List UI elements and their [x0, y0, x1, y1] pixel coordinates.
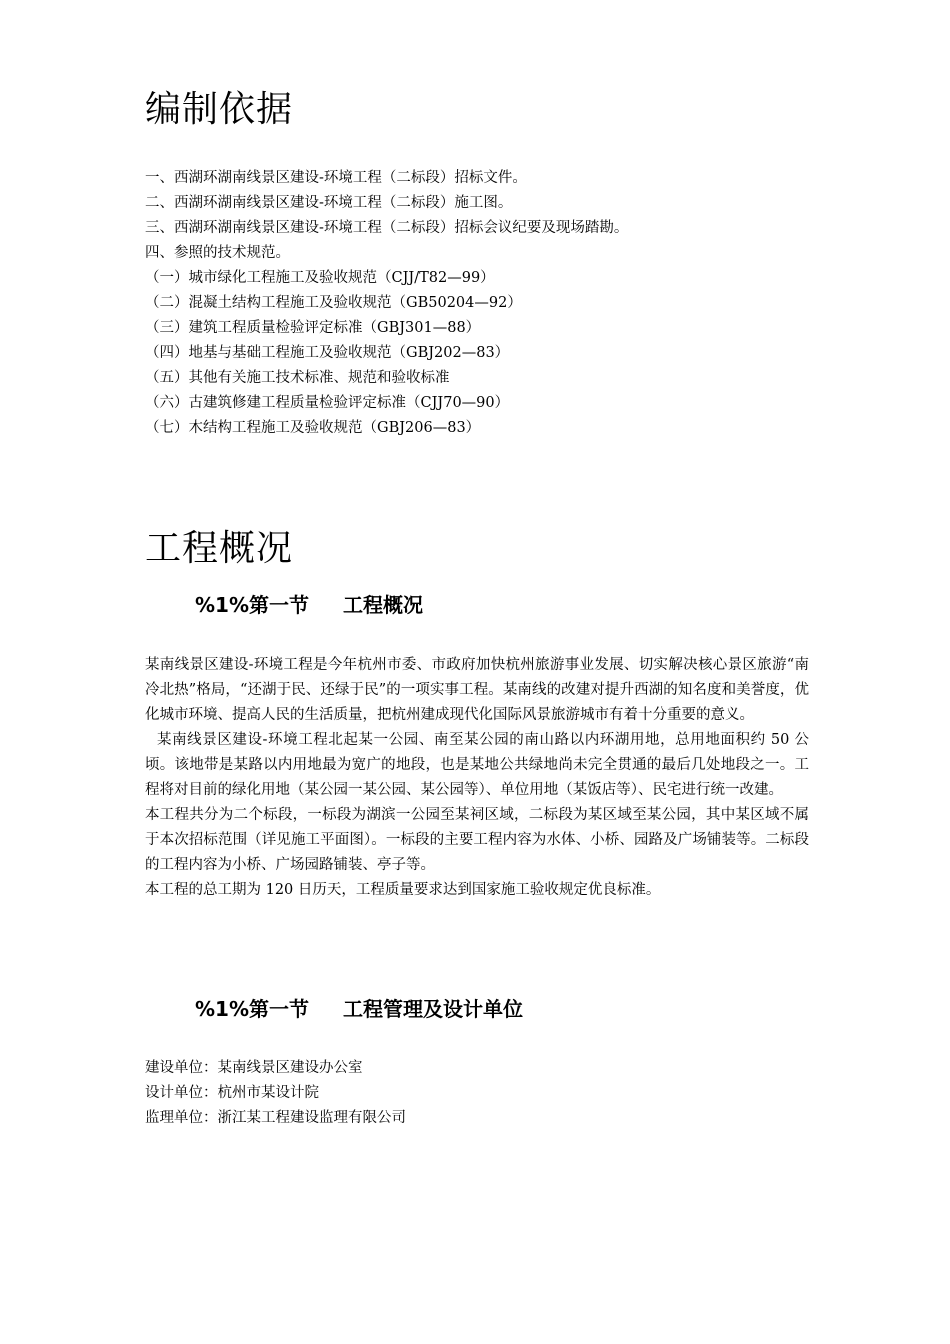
basis-item: （二）混凝土结构工程施工及验收规范（GB50204—92）: [145, 295, 522, 311]
basis-item: （七）木结构工程施工及验收规范（GBJ206—83）: [145, 420, 481, 436]
section-number: %1%第一节: [195, 593, 309, 617]
basis-item: （五）其他有关施工技术标准、规范和验收标准: [145, 370, 450, 386]
basis-item: （六）古建筑修建工程质量检验评定标准（CJJ70—90）: [145, 395, 510, 411]
basis-item: （四）地基与基础工程施工及验收规范（GBJ202—83）: [145, 345, 510, 361]
heading-overview: 工程概况: [145, 528, 294, 569]
paragraph: 本工程共分为二个标段，一标段为湖滨一公园至某祠区域，二标段为某区域至某公园，其中某区域不属于本次招标范围（详见施工平面图）。一标段的主要工程内容为水体、小桥、园路及广场铺装等。二标段的工程内容为小桥、广场园路铺装、亭子等。: [145, 807, 809, 873]
section-number: %1%第一节: [195, 997, 309, 1021]
unit-item: 建设单位：某南线景区建设办公室: [145, 1060, 363, 1076]
basis-item: 二、西湖环湖南线景区建设-环境工程（二标段）施工图。: [145, 195, 513, 211]
units-list: [145, 1056, 406, 1131]
section-title: 工程管理及设计单位: [343, 997, 523, 1021]
section-title: 工程概况: [343, 593, 423, 617]
basis-item: （一）城市绿化工程施工及验收规范（CJJ/T82—99）: [145, 270, 495, 286]
subheading-overview: [195, 592, 423, 618]
unit-item: 监理单位：浙江某工程建设监理有限公司: [145, 1110, 406, 1126]
basis-item: 三、西湖环湖南线景区建设-环境工程（二标段）招标会议纪要及现场踏勘。: [145, 220, 629, 236]
basis-item: （三）建筑工程质量检验评定标准（GBJ301—88）: [145, 320, 481, 336]
overview-body: [145, 653, 809, 903]
paragraph: 本工程的总工期为 120 日历天，工程质量要求达到国家施工验收规定优良标准。: [145, 882, 661, 898]
paragraph: 某南线景区建设-环境工程北起某一公园、南至某公园的南山路以内环湖用地，总用地面积约 50 公顷。该地带是某路以内用地最为宽广的地段，也是某地公共绿地尚未完全贯通的最后几处地段之一。工程将对目前的绿化用地（某公园一某公园、某公园等）、单位用地（某饭店等）、民宅进行统一改建。: [145, 732, 809, 798]
unit-item: 设计单位：杭州市某设计院: [145, 1085, 319, 1101]
basis-item: 一、西湖环湖南线景区建设-环境工程（二标段）招标文件。: [145, 170, 527, 186]
paragraph: 某南线景区建设-环境工程是今年杭州市委、市政府加快杭州旅游事业发展、切实解决核心景区旅游“南冷北热”格局，“还湖于民、还绿于民”的一项实事工程。某南线的改建对提升西湖的知名度和美誉度，优化城市环境、提高人民的生活质量，把杭州建成现代化国际风景旅游城市有着十分重要的意义。: [145, 657, 809, 723]
heading-basis: 编制依据: [145, 89, 294, 130]
basis-item: 四、参照的技术规范。: [145, 245, 290, 261]
basis-list: [145, 166, 628, 441]
subheading-management: [195, 996, 523, 1022]
